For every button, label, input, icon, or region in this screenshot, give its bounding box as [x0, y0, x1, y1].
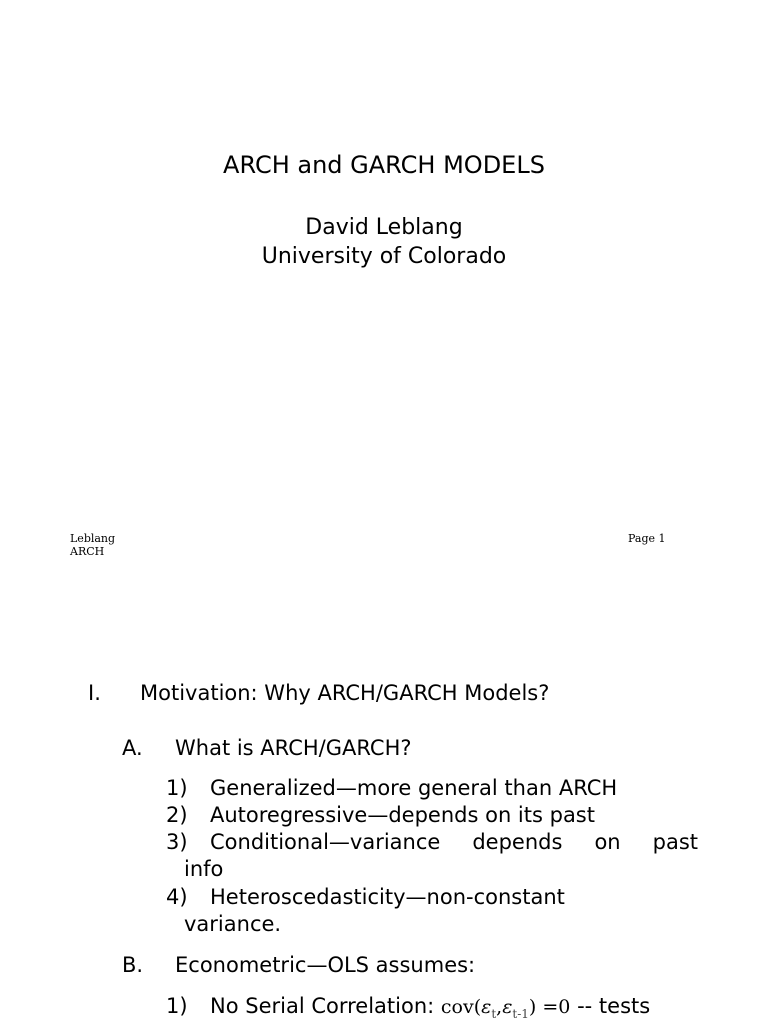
- footer-author: Leblang: [70, 532, 116, 545]
- item-text: No Serial Correlation:: [210, 994, 435, 1018]
- formula-separator: ,: [496, 996, 503, 1018]
- formula-prefix: cov(: [440, 996, 482, 1018]
- item-marker: 2): [166, 803, 188, 827]
- footer-topic: ARCH: [70, 545, 105, 558]
- item-text-line: [210, 993, 650, 1028]
- section-marker: I.: [88, 681, 101, 705]
- formula-epsilon-t: ε: [481, 996, 492, 1018]
- item-text: Heteroscedasticity—non-constant: [210, 885, 565, 909]
- item-marker: 4): [166, 885, 188, 909]
- item-marker: 1): [166, 994, 188, 1018]
- subsection-heading: Econometric—OLS assumes:: [175, 953, 476, 977]
- item-text: Autoregressive—depends on its past: [210, 803, 595, 827]
- outline-sub-A: [122, 735, 722, 762]
- item-text: Generalized—more general than ARCH: [210, 776, 618, 800]
- subsection-marker: A.: [122, 736, 143, 760]
- subsection-heading: What is ARCH/GARCH?: [175, 736, 412, 760]
- item-marker: 3): [166, 830, 188, 854]
- covariance-formula: [440, 996, 571, 1021]
- formula-suffix: ) =0: [528, 996, 571, 1018]
- item-text-continued: info: [184, 857, 224, 881]
- document-title: ARCH and GARCH MODELS: [223, 151, 545, 179]
- item-marker: 1): [166, 776, 188, 800]
- page-number: Page 1: [628, 532, 666, 545]
- list-item: [166, 775, 706, 802]
- outline-sub-B: [122, 952, 722, 979]
- item-text: Conditional—variance depends on past: [210, 830, 698, 854]
- formula-epsilon-t-1: ε: [502, 996, 513, 1018]
- formula-subscript-t: t: [491, 1006, 497, 1021]
- subsection-marker: B.: [122, 953, 144, 977]
- item-text-continued: variance.: [184, 912, 282, 936]
- author-affiliation: University of Colorado: [261, 244, 507, 269]
- list-item: [166, 829, 698, 856]
- outline-section-I: [88, 680, 728, 707]
- page-footer-left: [70, 532, 115, 558]
- author-name: David Leblang: [305, 215, 463, 240]
- list-item: [166, 884, 706, 911]
- section-heading: Motivation: Why ARCH/GARCH Models?: [140, 681, 550, 705]
- list-item: [166, 802, 706, 829]
- formula-subscript-t-1: t-1: [512, 1006, 529, 1021]
- list-item: [166, 993, 746, 1023]
- item-text-tail: -- tests: [577, 994, 651, 1018]
